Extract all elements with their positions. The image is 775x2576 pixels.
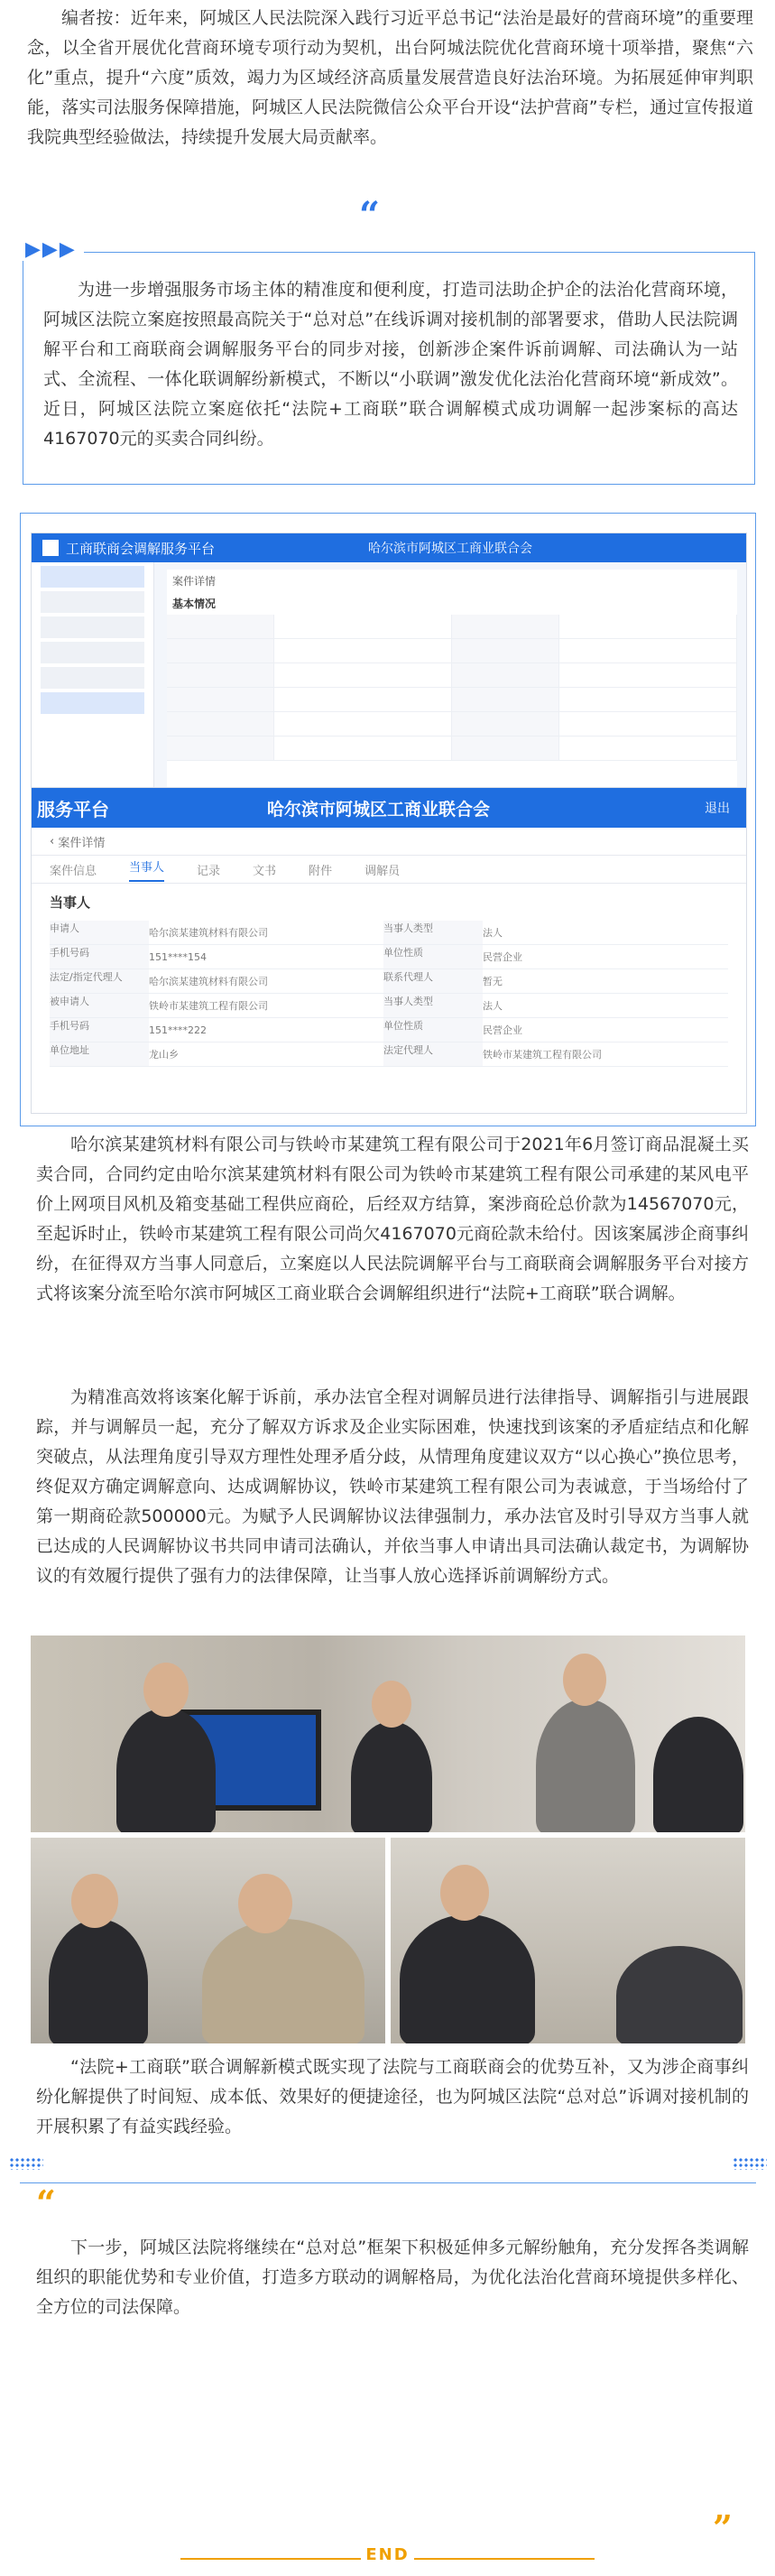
person-shape: [400, 1914, 535, 2043]
field-value: 法人: [483, 927, 503, 939]
dot-decoration: [733, 2157, 767, 2170]
field-value: 民营企业: [483, 951, 522, 963]
next-step-paragraph: 下一步，阿城区法院将继续在“总对总”框架下积极延伸多元解纷触角，充分发挥各类调解组织的职能优势和专业价值，打造多方联动的调解格局，为优化法治化营商环境提供多样化、全方位的司法保障。: [36, 2238, 749, 2317]
tab-parties[interactable]: 当事人: [129, 857, 164, 882]
field-label: 单位性质: [383, 1018, 483, 1042]
table-row: [50, 921, 728, 945]
sidebar-item: [41, 591, 144, 613]
field-label: 法定代理人: [383, 1042, 483, 1066]
person-head-shape: [440, 1865, 489, 1921]
table-row: [50, 945, 728, 969]
mediation-photos: [31, 1635, 745, 2043]
chevron-left-icon: ‹: [50, 834, 59, 848]
org-title: 哈尔滨市阿城区工商业联合会: [267, 799, 491, 820]
field-value: 铁岭市某建筑工程有限公司: [483, 1049, 602, 1061]
field-label: 法定/指定代理人: [50, 969, 149, 993]
field-value: 暂无: [483, 976, 503, 987]
sidebar-item: [41, 642, 144, 663]
platform-logo-icon: [42, 540, 59, 556]
sidebar-item: [41, 667, 144, 689]
editor-note: 编者按：近年来，阿城区人民法院深入践行习近平总书记“法治是最好的营商环境”的重要理念，以全省开展优化营商环境专项行动为契机，出台阿城法院优化营商环境十项举措，聚焦“六化”重点，提升“六度”质效，竭力为区域经济高质量发展营造良好法治环境。为拓展延伸审判职能，落实司法服务保障措施，阿城区人民法院微信公众平台开设“法护营商”专栏，通过宣传报道我院典型经验做法，持续提升发展大局贡献率。: [27, 8, 753, 147]
mediation-platform-screenshot-2: [31, 787, 747, 1114]
mediation-paragraph: 为精准高效将该案化解于诉前，承办法官全程对调解员进行法律指导、调解指引与进展跟踪，并与调解员一起，充分了解双方诉求及企业实际困难，快速找到该案的矛盾症结点和化解突破点，从法理角度引导双方理性处理矛盾分歧，从情理角度建议双方“以心换心”换位思考，终促双方确定调解意向、达成调解协议，铁岭市某建筑工程有限公司为表诚意，于当场给付了第一期商砼款500000元。为赋予人民调解协议法律强制力，承办法官及时引导双方当事人就已达成的人民调解协议书共同申请司法确认，并依当事人申请出具司法确认裁定书，为调解协议的有效履行提供了强有力的法律保障，让当事人放心选择诉前调解纷方式。: [36, 1387, 749, 1586]
person-head-shape: [71, 1874, 118, 1928]
open-quote-icon: “: [36, 2182, 56, 2223]
field-value: 龙山乡: [149, 1049, 179, 1061]
parties-table: [50, 921, 728, 1067]
case-detail-panel: [167, 570, 737, 788]
close-quote-icon: ”: [713, 2507, 733, 2548]
field-value: 民营企业: [483, 1024, 522, 1036]
breadcrumb-label: 案件详情: [58, 836, 106, 850]
org-title: 哈尔滨市阿城区工商业联合会: [368, 542, 533, 556]
mediation-platform-screenshot-1: [31, 533, 747, 789]
table-row: [167, 737, 737, 761]
end-label: END: [365, 2545, 410, 2564]
tab-documents[interactable]: 文书: [253, 864, 277, 878]
table-row: [50, 969, 728, 994]
photo-signing-2: [391, 1838, 745, 2043]
table-row: [50, 994, 728, 1018]
person-head-shape: [563, 1654, 606, 1706]
field-label: 手机号码: [50, 1018, 149, 1042]
section-title: 当事人: [50, 894, 91, 911]
person-shape: [202, 1919, 364, 2043]
platform-sidebar: [32, 562, 154, 788]
field-value: 151****154: [149, 950, 207, 963]
table-row: [167, 712, 737, 737]
sidebar-item: [41, 692, 144, 714]
panel-title: 案件详情: [172, 575, 217, 588]
table-row: [167, 639, 737, 663]
table-row: [50, 1042, 728, 1067]
person-shape: [49, 1919, 148, 2043]
person-shape: [653, 1717, 743, 1832]
sidebar-item: [41, 566, 144, 588]
person-shape: [116, 1708, 216, 1832]
dot-decoration: [9, 2157, 43, 2170]
tab-mediators[interactable]: 调解员: [364, 864, 401, 878]
section-title: 基本情况: [172, 598, 217, 610]
case-paragraph: 哈尔滨某建筑材料有限公司与铁岭市某建筑工程有限公司于2021年6月签订商品混凝土买卖合同，合同约定由哈尔滨某建筑材料有限公司为铁岭市某建筑工程有限公司承建的某风电平价上网项目风机及箱变基础工程供应商砼，后经双方结算，案涉商砼总价款为14567070元，至起诉时止，铁岭市某建筑工程有限公司尚欠4167070元商砼款未给付。因该案属涉企商事纠纷，在征得双方当事人同意后，立案庭以人民法院调解平台与工商联商会调解服务平台对接方式将该案分流至哈尔滨市阿城区工商业联合会调解组织进行“法院+工商联”联合调解。: [36, 1135, 749, 1303]
tab-case-info[interactable]: 案件信息: [50, 864, 97, 878]
double-quote-icon: “: [359, 194, 381, 236]
field-label: 联系代理人: [383, 969, 483, 993]
sidebar-item: [41, 616, 144, 638]
table-row: [50, 1018, 728, 1042]
result-paragraph: “法院+工商联”联合调解新模式既实现了法院与工商联商会的优势互补，又为涉企商事纠纷化解提供了时间短、成本低、效果好的便捷途径，也为阿城区法院“总对总”诉调对接机制的开展积累了有益实践经验。: [36, 2057, 749, 2136]
tab-records[interactable]: 记录: [197, 864, 221, 878]
breadcrumb: [32, 828, 746, 856]
field-value: 哈尔滨某建筑材料有限公司: [149, 976, 268, 987]
platform-title-partial: 服务平台: [37, 798, 109, 820]
field-value: 151****222: [149, 1024, 207, 1036]
logout-button[interactable]: 退出: [705, 802, 730, 816]
platform-header: [32, 788, 746, 828]
triple-arrow-icon: ▶▶▶: [18, 238, 84, 261]
platform-header: [32, 533, 746, 562]
field-label: 当事人类型: [383, 921, 483, 944]
person-head-shape: [372, 1681, 411, 1728]
person-shape: [351, 1721, 432, 1832]
person-head-shape: [238, 1874, 292, 1933]
field-label: 单位地址: [50, 1042, 149, 1066]
photo-signing-1: [31, 1838, 385, 2043]
table-row: [167, 688, 737, 712]
photo-mediation-meeting: [31, 1635, 745, 1832]
person-shape: [616, 1946, 743, 2043]
field-label: 当事人类型: [383, 994, 483, 1017]
person-shape: [536, 1699, 635, 1832]
platform-title: 工商联商会调解服务平台: [66, 540, 216, 557]
field-value: 铁岭市某建筑工程有限公司: [149, 1000, 268, 1012]
table-row: [167, 615, 737, 639]
field-value: 哈尔滨某建筑材料有限公司: [149, 927, 268, 939]
intro-paragraph: 为进一步增强服务市场主体的精准度和便利度，打造司法助企护企的法治化营商环境，阿城区法院立案庭按照最高院关于“总对总”在线诉调对接机制的部署要求，借助人民法院调解平台和工商联商会调解服务平台的同步对接，创新涉企案件诉前调解、司法确认为一站式、全流程、一体化联调解纷新模式，不断以“小联调”激发优化法治化营商环境“新成效”。近日，阿城区法院立案庭依托“法院+工商联”联合调解模式成功调解一起涉案标的高达4167070元的买卖合同纠纷。: [43, 280, 738, 449]
field-value: 法人: [483, 1000, 503, 1012]
field-label: 申请人: [50, 921, 149, 944]
field-label: 手机号码: [50, 945, 149, 968]
table-row: [167, 663, 737, 688]
case-tabs: [32, 856, 746, 884]
end-divider-right: [414, 2558, 595, 2560]
tab-attachments[interactable]: 附件: [309, 864, 333, 878]
field-label: 单位性质: [383, 945, 483, 968]
field-label: 被申请人: [50, 994, 149, 1017]
person-head-shape: [143, 1663, 189, 1717]
divider-line: [20, 2182, 756, 2183]
